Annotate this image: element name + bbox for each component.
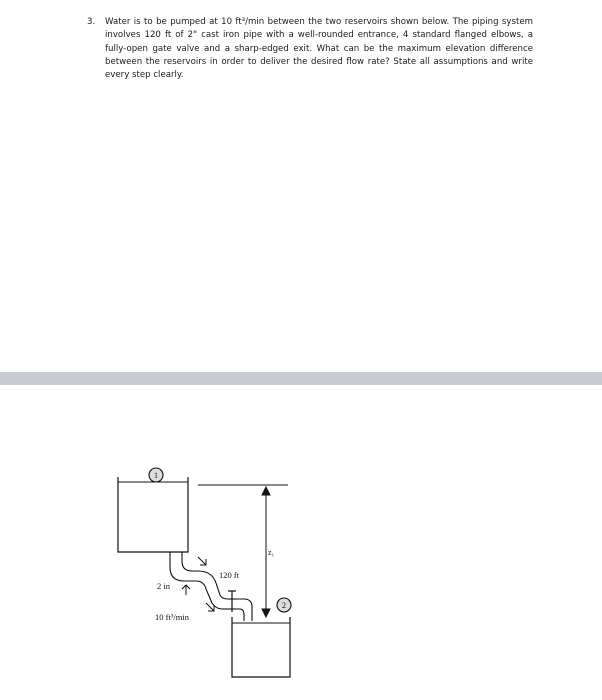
flow-arrows xyxy=(182,557,214,611)
problem-text: Water is to be pumped at 10 ft³/min between the two reservoirs shown below. The piping system involves 120 ft of 2" cast iron pipe with a well-rounded entrance, 4 standard flanged elbows, a fully-open gate valve and a sharp-edged exit. What can be the maximum elevation difference between the reservoirs in order to deliver the desired flow rate? State all assumptions and write every step clearly. xyxy=(105,17,533,81)
station-2-label: 2 xyxy=(282,601,286,610)
upper-reservoir xyxy=(118,477,188,552)
station-1-label: 1 xyxy=(154,471,158,480)
station-2-marker xyxy=(277,598,291,612)
figure-page xyxy=(0,385,602,700)
problem-statement xyxy=(87,16,533,82)
lower-reservoir xyxy=(232,617,290,677)
pipe-length-label: 120 ft xyxy=(219,570,240,580)
station-1-marker xyxy=(149,468,163,482)
elevation-label: z₁ xyxy=(268,548,275,557)
flow-rate-label: 10 ft³/min xyxy=(155,612,189,622)
pipe-diameter-label: 2 in xyxy=(157,581,170,591)
reservoir-diagram xyxy=(0,385,602,700)
page-divider xyxy=(0,372,602,385)
problem-number: 3. xyxy=(87,17,96,27)
